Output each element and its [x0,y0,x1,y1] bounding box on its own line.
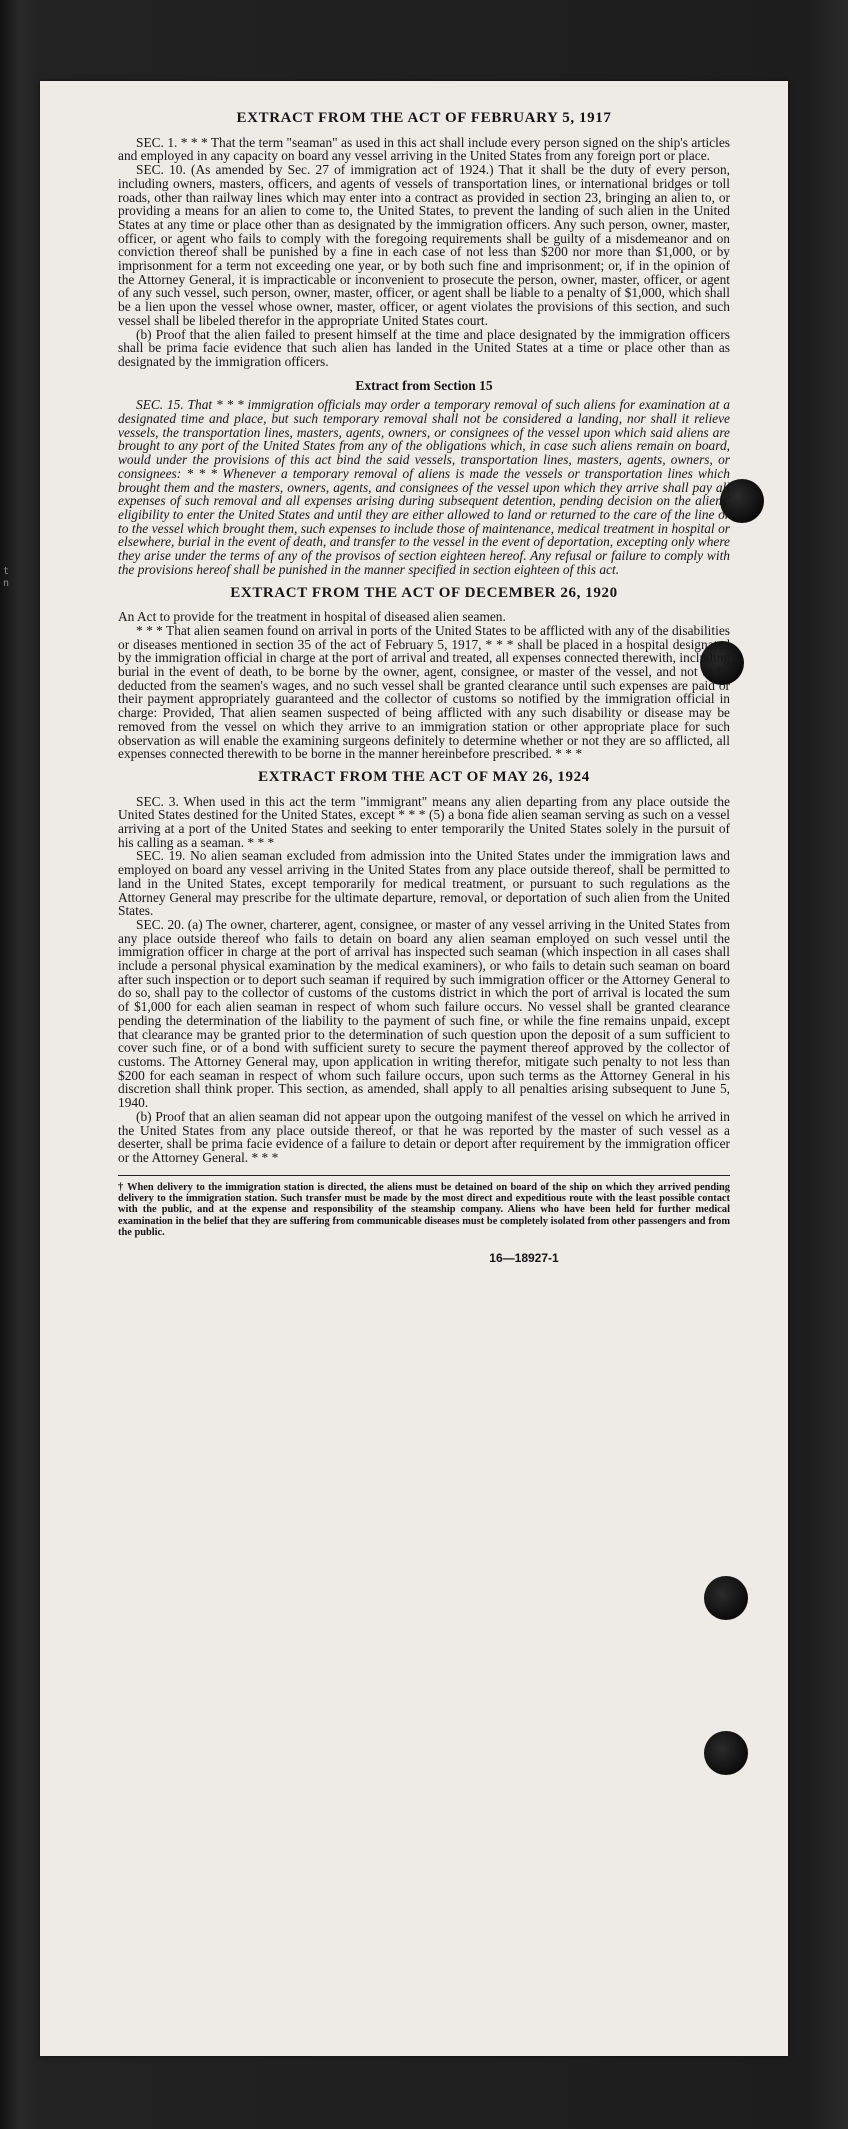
form-number: 16—18927-1 [489,1251,559,1266]
punch-hole [704,1731,748,1775]
section-1924 [118,768,730,1165]
sec-20b-paragraph: (b) Proof that an alien seaman did not appear upon the outgoing manifest of the vessel on which he arrived in the United States from any place outside thereof, or that he was reported by the master of such vessel as a deserter, shall be prima facie evidence of a failure to detain or deport after requirement by the immigration officer or the Attorney General. * * * [118,1108,730,1165]
section-15 [118,379,730,577]
heading-1920: EXTRACT FROM THE ACT OF DECEMBER 26, 1920 [230,584,618,601]
heading-1924: EXTRACT FROM THE ACT OF MAY 26, 1924 [258,768,590,785]
margin-mark: t n [3,566,10,589]
act-1920-body: * * * That alien seamen found on arrival in ports of the United States to be afflicted with any of the disabilities or diseases mentioned in section 35 of the act of February 5, 1917, * * * shall be placed in a hospital designated by the immigration official in charge at the port of arrival and treated, all expenses connected therewith, including burial in the event of death, to be borne by the owner, agent, consignee, or master of the vessel, and not to be deducted from the seamen's wages, and no such vessel shall be granted clearance until such expenses are paid or their payment appropriately guaranteed and the collector of customs so notified by the immigration official in charge: Provided, That alien seamen suspected of being afflicted with any such disability or disease may be removed from the vessel on which they arrive to an immigration station or other appropriate place for such observation as will enable the examining surgeons definitely to determine whether or not they are so afflicted, all expenses connected therewith to be borne in the manner hereinbefore prescribed. * * * [118,622,730,762]
sec-10b-paragraph: (b) Proof that the alien failed to present himself at the time and place designated by the immigration officers shall be prima facie evidence that such alien has landed in the United States at a time or place other than as designated by the immigration officers. [118,326,730,369]
sec-15-paragraph: SEC. 15. That * * * immigration officials may order a temporary removal of such aliens for examination at a designated time and place, but such temporary removal shall not be considered a landing, nor shall it relieve vessels, the transportation lines, masters, agents, owners, or consignees of the vessel upon which said aliens are brought to any port of the United States from any of the obligations which, in case such aliens remain on board, would under the provisions of this act bind the said vessels, transportation lines, masters, agents, owners, or consignees: * * * Whenever a temporary removal of aliens is made the vessels or transportation lines which brought them and the masters, owners, agents, and consignees of the vessel upon which they arrive shall pay all expenses of such removal and all expenses arising during subsequent detention, pending decision on the aliens' eligibility to enter the United States and until they are either allowed to land or returned to the care of the line or to the vessel which brought them, such expenses to include those of maintenance, medical treatment in hospital or elsewhere, burial in the event of death, and transfer to the vessel in the event of deportation, excepting only where they arise under the terms of any of the provisos of section eighteen hereof. Any refusal or failure to comply with the provisions hereof shall be punished in the manner specified in section eighteen of this act. [118,397,730,577]
sec-19-paragraph: SEC. 19. No alien seaman excluded from admission into the United States under the immigration laws and employed on board any vessel arriving in the United States from any place outside thereof, shall be permitted to land in the United States, except temporarily for medical treatment, or pursuant to such regulations as the Attorney General may prescribe for the ultimate departure, removal, or deportation of such alien from the United States. [118,848,730,919]
section-1920 [118,584,730,762]
footnote-divider [118,1175,730,1176]
punch-hole [704,1576,748,1620]
heading-1917: EXTRACT FROM THE ACT OF FEBRUARY 5, 1917 [236,110,612,126]
sec-10-paragraph: SEC. 10. (As amended by Sec. 27 of immigration act of 1924.) That it shall be the duty of every person, including owners, masters, officers, and agents of vessels of transportation lines, or international bridges or toll roads, other than railway lines which may enter into a contract as provided in section 23, bringing an alien to, or providing a means for an alien to come to, the United States, to prevent the landing of such alien in the United States at any time or place other than as designated by the immigration officers. Any such person, owner, master, officer, or agent who fails to comply with the foregoing requirements shall be guilty of a misdemeanor and on conviction thereof shall be punished by a fine in each case of not less than $200 nor more than $1,000, or by imprisonment for a term not exceeding one year, or by both such fine and imprisonment; or, if in the opinion of the Attorney General, it is impracticable or inconvenient to prosecute the person, owner, master, officer, or agent of any such vessel, such person, owner, master, officer, or agent shall be liable to a penalty of $1,000, which shall be a lien upon the vessel whose owner, master, officer, or agent violates the provisions of this section, and such vessel shall be libeled therefor in the appropriate United States court. [118,162,730,328]
document-text [118,112,730,1266]
sec-20a-paragraph: SEC. 20. (a) The owner, charterer, agent, consignee, or master of any vessel arriving in the United States from any place outside thereof who fails to detain on board any alien seaman employed on such vessel until the immigration officer in charge at the port of arrival has inspected such seaman (which inspection in all cases shall include a personal physical examination by the medical examiners), or who fails to detain such seaman on board after such inspection or to deport such seaman if required by such immigration officer or the Attorney General to do so, shall pay to the collector of customs of the customs district in which the port of arrival is located the sum of $1,000 for each alien seaman in respect of whom such failure occurs. No vessel shall be granted clearance pending the determination of the liability to the payment of such fine, or while the fine remains unpaid, except that clearance may be granted prior to the determination of such question upon the deposit of a sum sufficient to cover such fine, or of a bond with sufficient surety to secure the payment thereof approved by the collector of customs. The Attorney General may, upon application in writing therefor, mitigate such penalty to not less than $200 for each seaman in respect of whom such failure occurs, upon such terms as the Attorney General in his discretion shall think proper. This section, as amended, shall apply to all penalties arising subsequent to June 5, 1940. [118,916,730,1111]
act-1920-title: An Act to provide for the treatment in hospital of diseased alien seamen. [118,609,506,625]
heading-section-15: Extract from Section 15 [355,377,493,393]
footnote: † When delivery to the immigration station is directed, the aliens must be detained on board of the ship on which they arrived pending delivery to the immigration station. Such transfer must be made by the most direct and expeditious route with the least possible contact with the public, and at the expense and responsibility of the steamship company. Aliens who have been held for further medical examination in the belief that they are suffering from communicable diseases must be completely isolated from other passengers and from the public. [118,1181,730,1238]
section-1917 [118,112,730,369]
sec-1-paragraph: SEC. 1. * * * That the term "seaman" as used in this act shall include every person signed on the ship's articles and employed in any capacity on board any vessel arriving in the United States from any foreign port or place. [118,134,730,164]
sec-3-paragraph: SEC. 3. When used in this act the term "immigrant" means any alien departing from any place outside the United States destined for the United States, except * * * (5) a bona fide alien seaman serving as such on a vessel arriving at a port of the United States and seeking to enter temporarily the United States solely in the pursuit of his calling as a seaman. * * * [118,793,730,850]
